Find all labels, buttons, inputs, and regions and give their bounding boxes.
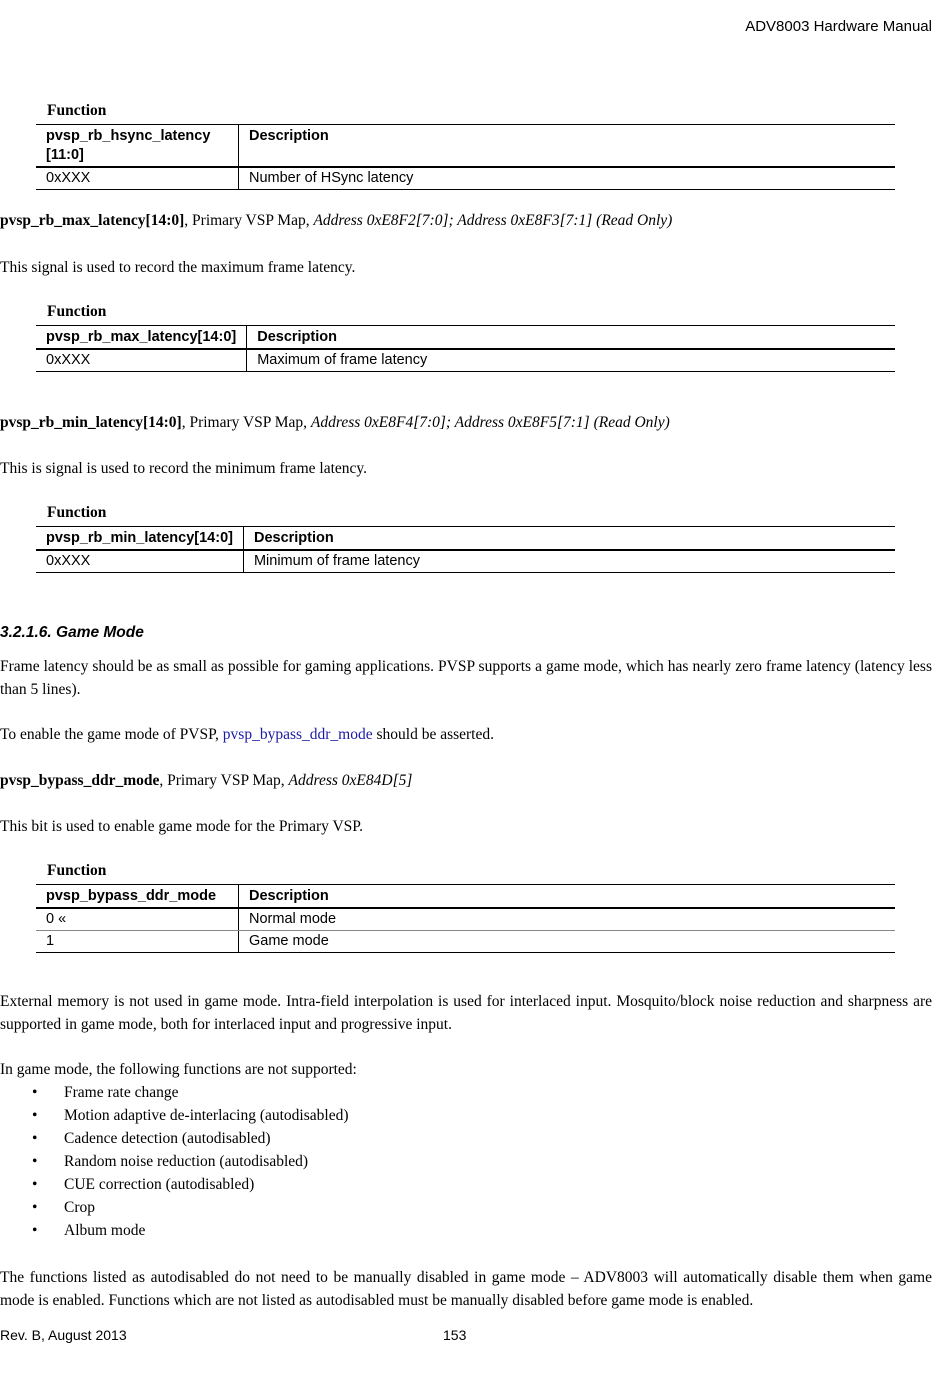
section-heading: 3.2.1.6. Game Mode (0, 624, 144, 641)
list-item-text: Motion adaptive de-interlacing (autodisabled) (64, 1107, 349, 1124)
table-cell-value: 0xXXX (36, 349, 247, 372)
register-table-min-latency (36, 526, 895, 573)
unsupported-functions-list (0, 1081, 349, 1242)
table-title: Function (47, 504, 107, 521)
list-item (0, 1219, 349, 1242)
table-cell-value: 0 « (36, 908, 239, 931)
list-item (0, 1150, 349, 1173)
register-table-max-latency (36, 325, 895, 372)
table-header-description: Description (239, 125, 896, 168)
list-item-text: Frame rate change (64, 1084, 179, 1101)
paragraph (0, 723, 932, 746)
paragraph: Frame latency should be as small as possible for gaming applications. PVSP supports a game mode, which has nearly zero frame latency (latency less than 5 lines). (0, 658, 932, 698)
list-item-text: Crop (64, 1199, 95, 1216)
table-header-register: pvsp_rb_hsync_latency [11:0] (36, 125, 239, 168)
table-title: Function (47, 862, 107, 879)
table-cell-value: 0xXXX (36, 167, 239, 190)
list-item-text: Cadence detection (autodisabled) (64, 1130, 271, 1147)
register-table-hsync (36, 124, 895, 190)
list-item-text: Random noise reduction (autodisabled) (64, 1153, 309, 1170)
register-line-max-latency (0, 209, 932, 232)
register-line-bypass (0, 769, 932, 792)
table-cell-value: 1 (36, 931, 239, 953)
register-map: , Primary VSP Map, (184, 212, 314, 229)
table-title: Function (47, 303, 107, 320)
bullet-icon: • (32, 1130, 38, 1147)
table-cell-description: Maximum of frame latency (247, 349, 895, 372)
paragraph-text: should be asserted. (372, 726, 494, 743)
paragraph: External memory is not used in game mode. Intra-field interpolation is used for interlaced input. Mosquito/block noise reduction and sharpness are supported in game mode, both for interlaced input and progressive input. (0, 993, 932, 1033)
table-cell-description: Game mode (239, 931, 896, 953)
list-item (0, 1104, 349, 1127)
paragraph: In game mode, the following functions are not supported: (0, 1061, 357, 1078)
table-title: Function (47, 102, 107, 119)
register-name: pvsp_rb_max_latency[14:0] (0, 212, 185, 229)
table-cell-value: 0xXXX (36, 550, 243, 573)
bullet-icon: • (32, 1153, 38, 1170)
register-address: Address 0xE8F2[7:0]; Address 0xE8F3[7:1] (Read Only) (313, 212, 673, 229)
register-description: This is signal is used to record the minimum frame latency. (0, 460, 368, 477)
paragraph: The functions listed as autodisabled do not need to be manually disabled in game mode – ADV8003 will automatically disable them when game mode is enabled. Functions which are not listed as autodisabled must be manually disabled before game mode is enabled. (0, 1269, 932, 1309)
list-item-text: Album mode (64, 1222, 146, 1239)
register-address: Address 0xE84D[5] (288, 772, 413, 789)
bullet-icon: • (32, 1176, 38, 1193)
register-map: , Primary VSP Map, (181, 414, 311, 431)
list-item (0, 1081, 349, 1104)
bullet-icon: • (32, 1107, 38, 1124)
register-line-min-latency (0, 411, 932, 434)
page-number: 153 (443, 1327, 467, 1343)
table-header-register: pvsp_bypass_ddr_mode (36, 885, 239, 909)
list-item (0, 1127, 349, 1150)
table-header-description: Description (243, 527, 895, 551)
table-cell-description: Number of HSync latency (239, 167, 896, 190)
list-item-text: CUE correction (autodisabled) (64, 1176, 255, 1193)
table-header-description: Description (247, 326, 895, 350)
register-description: This signal is used to record the maximum frame latency. (0, 259, 356, 276)
register-name: pvsp_bypass_ddr_mode (0, 772, 160, 789)
table-header-description: Description (239, 885, 896, 909)
register-map: , Primary VSP Map, (159, 772, 289, 789)
paragraph-text: To enable the game mode of PVSP, (0, 726, 223, 743)
register-address: Address 0xE8F4[7:0]; Address 0xE8F5[7:1] (Read Only) (310, 414, 670, 431)
table-cell-description: Minimum of frame latency (243, 550, 895, 573)
list-item (0, 1173, 349, 1196)
table-cell-description: Normal mode (239, 908, 896, 931)
document-header: ADV8003 Hardware Manual (745, 18, 932, 35)
register-name: pvsp_rb_min_latency[14:0] (0, 414, 182, 431)
table-header-register: pvsp_rb_max_latency[14:0] (36, 326, 247, 350)
bullet-icon: • (32, 1084, 38, 1101)
bullet-icon: • (32, 1222, 38, 1239)
register-table-bypass (36, 884, 895, 953)
register-link[interactable]: pvsp_bypass_ddr_mode (222, 726, 373, 743)
register-description: This bit is used to enable game mode for the Primary VSP. (0, 818, 364, 835)
table-header-register: pvsp_rb_min_latency[14:0] (36, 527, 243, 551)
footer-revision: Rev. B, August 2013 (0, 1327, 127, 1343)
list-item (0, 1196, 349, 1219)
bullet-icon: • (32, 1199, 38, 1216)
